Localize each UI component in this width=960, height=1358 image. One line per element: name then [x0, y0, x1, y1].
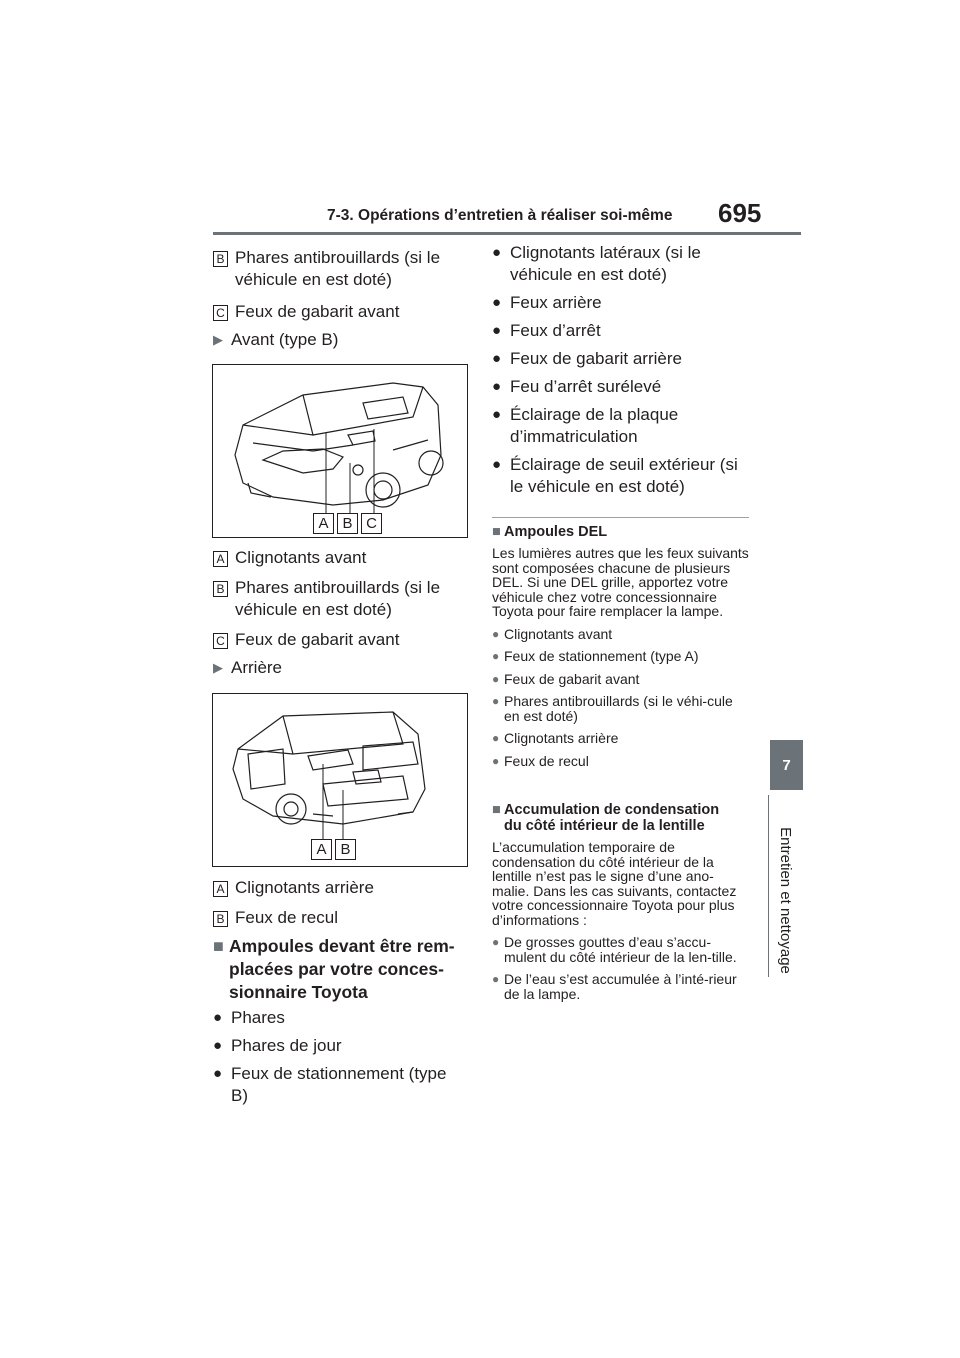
callout-a: A [313, 513, 334, 534]
list-item: ● Clignotants avant [492, 625, 613, 642]
square-bullet-icon: ■ [213, 936, 224, 956]
led-section [492, 524, 750, 768]
bullet-icon: ● [492, 694, 500, 708]
key-box: A [213, 881, 228, 897]
item-text: Phares antibrouillards (si le véhicule en est doté) [235, 248, 441, 289]
bullet-icon: ● [492, 244, 502, 261]
triangle-icon: ▶ [213, 332, 223, 347]
front-car-figure [212, 364, 468, 538]
bullet-icon: ● [492, 649, 500, 663]
condensation-section [492, 802, 750, 1001]
square-bullet-icon: ■ [492, 802, 501, 818]
rear-car-figure [212, 693, 468, 867]
list-item [213, 547, 463, 569]
bullet-icon: ● [492, 731, 500, 745]
item-text: Clignotants avant [235, 548, 367, 567]
top-item-list [213, 247, 463, 323]
callout-b: B [337, 513, 358, 534]
list-item: ● Feux de stationnement (type B) [213, 1064, 447, 1105]
bullet-icon: ● [492, 935, 500, 949]
key-box: B [213, 581, 228, 597]
rear-callouts [311, 839, 356, 860]
item-text: Clignotants arrière [235, 878, 374, 897]
item-text: Feux de gabarit avant [235, 302, 400, 321]
led-heading: ■ Ampoules DEL [492, 524, 608, 540]
triangle-icon: ▶ [213, 660, 223, 675]
led-paragraph: Les lumières autres que les feux suivants sont composées chacune de plusieurs DEL. Si une DEL grille, apportez votre véhicule chez votre concessionnaire Toyota pour faire remplacer la lampe. [492, 545, 749, 619]
bullet-icon: ● [492, 406, 502, 423]
item-text: Feux de recul [235, 908, 338, 927]
list-item [213, 877, 463, 899]
dealer-heading: ■ Ampoules devant être rem- placées par votre conces- sionnaire Toyota [213, 936, 455, 1002]
front-callouts [313, 513, 382, 534]
bullet-icon: ● [213, 1037, 223, 1054]
dealer-list-continued [492, 242, 754, 498]
page-number: 695 [718, 198, 762, 228]
bullet-icon: ● [492, 294, 502, 311]
condensation-list [492, 935, 750, 1001]
bullet-icon: ● [492, 456, 502, 473]
bullet-icon: ● [213, 1009, 223, 1026]
chapter-tab: 7 [770, 740, 803, 790]
list-item [213, 577, 463, 621]
list-item: ● Feux de stationnement (type A) [492, 648, 699, 664]
list-item: ● Feux arrière [492, 293, 602, 312]
list-item: ● Feu d’arrêt surélevé [492, 377, 662, 396]
key-box: B [213, 911, 228, 927]
chapter-label: Entretien et nettoyage [776, 826, 794, 974]
bullet-icon: ● [492, 378, 502, 395]
dealer-list [213, 1007, 463, 1107]
callout-b: B [335, 839, 356, 860]
condensation-heading: ■ Accumulation de condensation du côté intérieur de la lentille [492, 802, 720, 834]
front-car-icon [213, 365, 467, 537]
key-box: A [213, 551, 228, 567]
condensation-paragraph: L’accumulation temporaire de condensation du côté intérieur de la lentille n’est pas le signe d’une ano-malie. Dans les cas suivants, contactez votre concessionnaire Toyota pour plus d’informations : [492, 839, 737, 928]
section-divider [492, 517, 749, 518]
callout-c: C [361, 513, 382, 534]
list-item [213, 247, 463, 291]
bullet-icon: ● [492, 671, 500, 686]
led-list [492, 627, 750, 769]
list-item: ● Éclairage de la plaque d’immatriculation [492, 405, 679, 446]
key-box: B [213, 251, 228, 267]
list-item: ● Clignotants latéraux (si le véhicule en est doté) [492, 243, 701, 284]
list-item: ● Feux d’arrêt [492, 321, 601, 340]
list-item: ● De grosses gouttes d’eau s’accu-mulent du côté intérieur de la len-tille. [492, 934, 737, 965]
list-item [213, 301, 463, 323]
section-title: 7-3. Opérations d’entretien à réaliser soi-même [327, 207, 673, 224]
front-b-heading: ▶ Avant (type B) [213, 330, 339, 349]
bullet-icon: ● [492, 626, 500, 641]
bullet-icon: ● [492, 753, 500, 768]
rear-item-list [213, 877, 463, 929]
list-item: ● De l’eau s’est accumulée à l’inté-rieur de la lampe. [492, 971, 737, 1002]
list-item: ● Feux de recul [492, 752, 589, 769]
rear-heading: ▶ Arrière [213, 658, 283, 677]
list-item: ● Éclairage de seuil extérieur (si le véhicule en est doté) [492, 455, 738, 496]
item-text: Phares antibrouillards (si le véhicule en est doté) [235, 578, 441, 619]
front-item-list [213, 547, 463, 651]
key-box: C [213, 633, 228, 649]
callout-a: A [311, 839, 332, 860]
list-item: ● Phares [213, 1008, 285, 1027]
bullet-icon: ● [492, 972, 500, 986]
list-item: ● Phares antibrouillards (si le véhi-cule en est doté) [492, 693, 733, 724]
list-item: ● Feux de gabarit arrière [492, 349, 682, 368]
bullet-icon: ● [492, 350, 502, 367]
list-item: ● Phares de jour [213, 1036, 342, 1055]
list-item [213, 907, 463, 929]
list-item: ● Clignotants arrière [492, 730, 619, 746]
item-text: Feux de gabarit avant [235, 630, 400, 649]
key-box: C [213, 305, 228, 321]
square-bullet-icon: ■ [492, 524, 501, 540]
header-rule [213, 232, 801, 235]
bullet-icon: ● [492, 322, 502, 339]
list-item: ● Feux de gabarit avant [492, 670, 640, 687]
list-item [213, 629, 463, 651]
bullet-icon: ● [213, 1065, 223, 1082]
